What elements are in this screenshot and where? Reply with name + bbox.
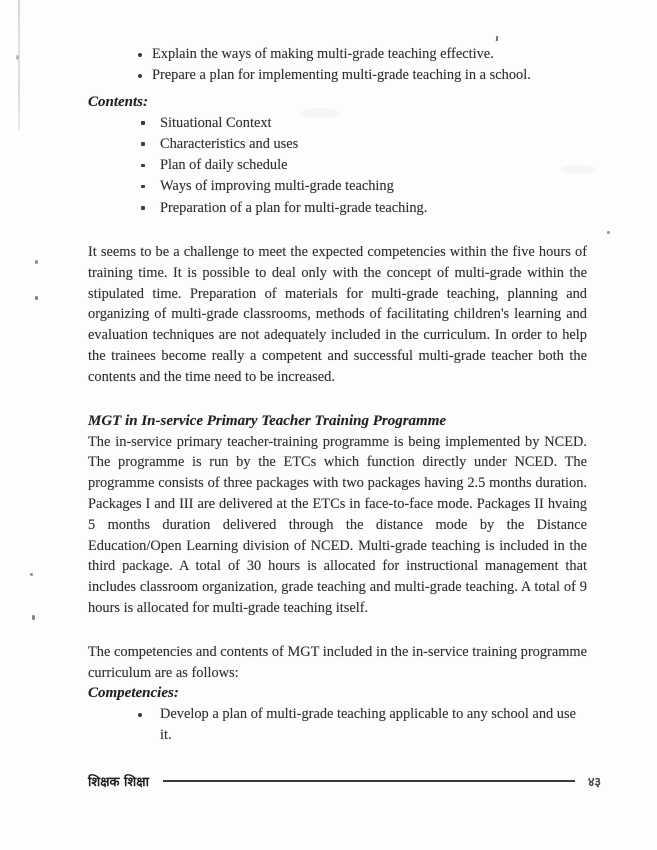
page-edge-scan-line <box>18 0 20 130</box>
bullet-icon <box>138 53 142 57</box>
bullet-icon <box>141 164 145 168</box>
objective-item <box>88 44 587 65</box>
bullet-icon <box>138 713 142 717</box>
contents-item-text: Situational Context <box>160 114 272 131</box>
contents-item <box>88 155 587 176</box>
contents-item <box>88 198 587 219</box>
contents-list <box>88 113 587 219</box>
footer-rule-line <box>163 780 575 782</box>
section-heading-mgt-inservice: MGT in In-service Primary Teacher Training Programme <box>88 412 447 429</box>
scan-speck <box>16 55 19 60</box>
bullet-icon <box>138 74 142 78</box>
bullet-icon <box>141 121 145 125</box>
scan-speck <box>496 36 498 41</box>
page-body-text <box>88 44 587 746</box>
contents-item-text: Plan of daily schedule <box>160 157 288 174</box>
objective-item <box>88 65 587 86</box>
contents-item-text: Characteristics and uses <box>160 135 299 152</box>
scan-speck <box>35 260 38 264</box>
contents-item <box>88 134 587 155</box>
bullet-icon <box>141 142 145 146</box>
competency-item <box>88 704 587 746</box>
paragraph-challenge: It seems to be a challenge to meet the expected competencies within the five hours of training time. It is possible to deal only with the concept of multi-grade within the stipulated time. Preparation of materials for multi-grade teaching, planning and organizing of multi-grade classrooms, methods of facilitating children's learning and evaluation techniques are not adequately included in the curriculum. In order to help the trainees become really a competent and successful multi-grade teacher both the contents and the time need to be increased. <box>88 244 587 385</box>
page-footer <box>88 772 601 790</box>
contents-item <box>88 176 587 197</box>
contents-item-text: Preparation of a plan for multi-grade teaching. <box>160 199 428 216</box>
objective-text: Prepare a plan for implementing multi-grade teaching in a school. <box>152 67 531 84</box>
footer-page-number: ४३ <box>587 773 601 789</box>
paragraph-competencies-intro: The competencies and contents of MGT included in the in-service training programme curriculum are as follows: <box>88 643 587 681</box>
competency-text: Develop a plan of multi-grade teaching applicable to any school and use it. <box>160 706 576 744</box>
competencies-heading: Competencies: <box>88 685 179 702</box>
bullet-icon <box>141 185 145 189</box>
scan-speck <box>607 231 610 234</box>
paragraph-inservice-programme: The in-service primary teacher-training programme is being implemented by NCED. The programme is run by the ETCs which function directly under NCED. The programme consists of three packages with two packages having 2.5 months duration. Packages I and III are delivered at the ETCs in face-to-face mode. Packages II hvaing 5 months duration delivered through the distance mode by the Distance Education/Open Learning division of NCED. Multi-grade teaching is included in the third package. A total of 30 hours is allocated for instructional management that includes classroom organization, grade teaching and multi-grade teaching. A total of 9 hours is allocated for multi-grade teaching itself. <box>88 433 587 617</box>
competencies-list <box>88 704 587 746</box>
contents-item <box>88 113 587 134</box>
footer-journal-title: शिक्षक शिक्षा <box>88 775 149 790</box>
scan-speck <box>35 296 38 300</box>
objectives-list <box>88 44 587 87</box>
contents-heading: Contents: <box>88 93 149 110</box>
objective-text: Explain the ways of making multi-grade teaching effective. <box>152 46 494 62</box>
contents-item-text: Ways of improving multi-grade teaching <box>160 178 394 195</box>
bullet-icon <box>141 206 145 210</box>
scan-speck <box>32 615 35 620</box>
scan-speck <box>30 573 33 576</box>
